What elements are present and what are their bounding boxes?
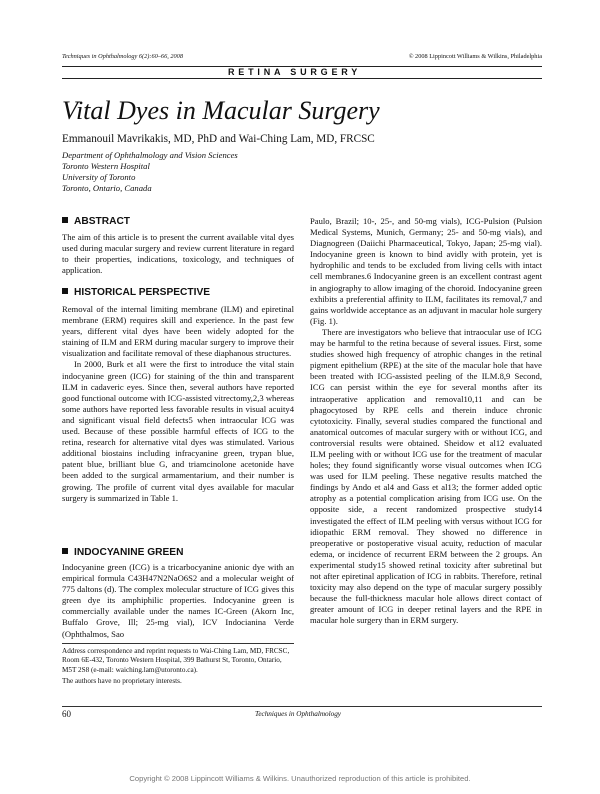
icg-paragraph-1: Indocyanine green (ICG) is a tricarbocyanine anionic dye with an empirical formula C43H47N2NaO6S2 and a molecular weight of 775 daltons (d). The complex molecular structure of ICG gives this green dye its amphiphilic properties. Indocyanine green is commercially available under the names IC-Green (Akorn Inc, Buffalo Grove, Ill; 25-mg vial), ICV Indocianina Verde (Ophthalmos, Sao [62, 562, 294, 639]
right-column-body [310, 216, 542, 626]
abstract-text: The aim of this article is to present the current available vital dyes used during macular surgery and review current literature in regard to their properties, indications, toxicology, and techniques of application. [62, 232, 294, 276]
correspondence-footnote: Address correspondence and reprint requests to Wai-Ching Lam, MD, FRCSC, Room 6E-432, Toronto Western Hospital, 399 Bathurst St, Toronto, Ontario, M5T 2S8 (e-mail: waiching.lam@utoronto.ca). [62, 647, 290, 674]
bullet-square-icon [62, 548, 68, 554]
bullet-square-icon [62, 288, 68, 294]
affiliation-university: University of Toronto [62, 172, 136, 182]
article-authors: Emmanouil Mavrikakis, MD, PhD and Wai-Ching Lam, MD, FRCSC [62, 133, 375, 145]
footnote-rule [62, 643, 294, 644]
affiliation-city: Toronto, Ontario, Canada [62, 183, 152, 193]
abstract-body [62, 232, 294, 276]
journal-citation: Techniques in Ophthalmology 6(2):60–66, 2008 [62, 53, 183, 60]
article-title: Vital Dyes in Macular Surgery [62, 96, 380, 125]
affiliation-department: Department of Ophthalmology and Vision Sciences [62, 150, 238, 160]
section-label: RETINA SURGERY [222, 67, 367, 77]
disclosure-footnote: The authors have no proprietary interests. [62, 677, 182, 685]
abstract-heading: ABSTRACT [62, 216, 130, 227]
historical-body [62, 304, 294, 504]
right-paragraph-2: There are investigators who believe that intraocular use of ICG may be harmful to the retina because of several issues. First, some studies showed high frequency of atrophic changes in the retinal pigment epithelium (RPE) at the site of the macular hole that have been treated with ICG-assisted peeling of the ILM.8,9 Second, ICG can persist within the eye for several months after its intraoperative application and removal10,11 and can be phagocytosed by RPE cells and therein induce chronic cytotoxicity. Finally, several studies compared the functional and anatomical outcomes of macular surgery with or without ICG, and controversial results were obtained. Sheidow et al12 evaluated ILM peeling with or without ICG use for the treatment of macular holes; they found significantly worse visual outcomes when ICG was used for ILM peeling. These negative results matched the findings by Ando et al4 and Gass et al13; the former added optic atrophy as a potential complication arising from ICG use. On the opposite side, a recent randomized prospective study14 investigated the effect of ILM peeling with versus without ICG for idiopathic ERM removal. They showed no difference in preoperative or postoperative visual acuity, reduction of macular edema, or incidence of recurrent ERM between the 2 groups. An experimental study15 showed retinal toxicity after subretinal but not after epiretinal application of ICG in rabbits. Therefore, retinal toxicity may also depend on the type of macular surgery possibly because the full-thickness macular hole allows direct contact of greater amount of ICG in deeper retinal layers and the RPE in macular hole surgery than in ERM surgery. [310, 326, 542, 626]
affiliation-hospital: Toronto Western Hospital [62, 161, 150, 171]
footer-journal: Techniques in Ophthalmology [255, 710, 341, 718]
page-number: 60 [62, 709, 71, 719]
footer-rule [62, 706, 542, 707]
historical-paragraph-2: In 2000, Burk et al1 were the first to introduce the vital stain indocyanine green (ICG) for staining of the thin and transparent ILM in cadaveric eyes. Since then, several authors have reported good functional outcome with ICG-assisted vitrectomy,2,3 whereas some authors have reported less favorable results in visual acuity4 and significant visual field defects5 when intraocular ICG was used. Because of these possible harmful effects of ICG to the retina, research for alternative vital dyes was stimulated. Various additional biostains including infracyanine green, trypan blue, patent blue, brilliant blue G, and triamcinolone acetonide have been added to the surgical armamentarium, and their number is growing. The profile of current vital dyes available for macular surgery is summarized in Table 1. [62, 359, 294, 503]
historical-paragraph-1: Removal of the internal limiting membrane (ILM) and epiretinal membrane (ERM) requires skill and experience. In the past few years, different vital dyes have been widely adopted for the staining of ILM and ERM during macular surgery to improve their visualization and facilitate removal of these diaphanous structures. [62, 304, 294, 359]
icg-body [62, 562, 294, 640]
right-paragraph-1: Paulo, Brazil; 10-, 25-, and 50-mg vials), ICG-Pulsion (Pulsion Medical Systems, Munich, Germany; 25- and 50-mg vials), and Diagnogreen (Daiichi Pharmaceutical, Tokyo, Japan; 25-mg vial). Indocyanine green is known to bind avidly with protein, yet is hydrophilic and tends to be excluded from living cells with intact cell membranes.6 Indocyanine green is an excellent contrast agent in angiography to allow imaging of the choroid. Indocyanine green exhibits a preferential affinity to ILM, facilitates its removal,7 and gains worldwide acceptance as an adjuvant in macular hole surgery (Fig. 1). [310, 216, 542, 326]
copyright-watermark: Copyright © 2008 Lippincott Williams & Wilkins. Unauthorized reproduction of this article is prohibited. [129, 774, 471, 783]
bullet-square-icon [62, 217, 68, 223]
header-copyright: © 2008 Lippincott Williams & Wilkins, Philadelphia [408, 53, 542, 60]
historical-heading: HISTORICAL PERSPECTIVE [62, 287, 210, 298]
icg-heading: INDOCYANINE GREEN [62, 547, 183, 558]
